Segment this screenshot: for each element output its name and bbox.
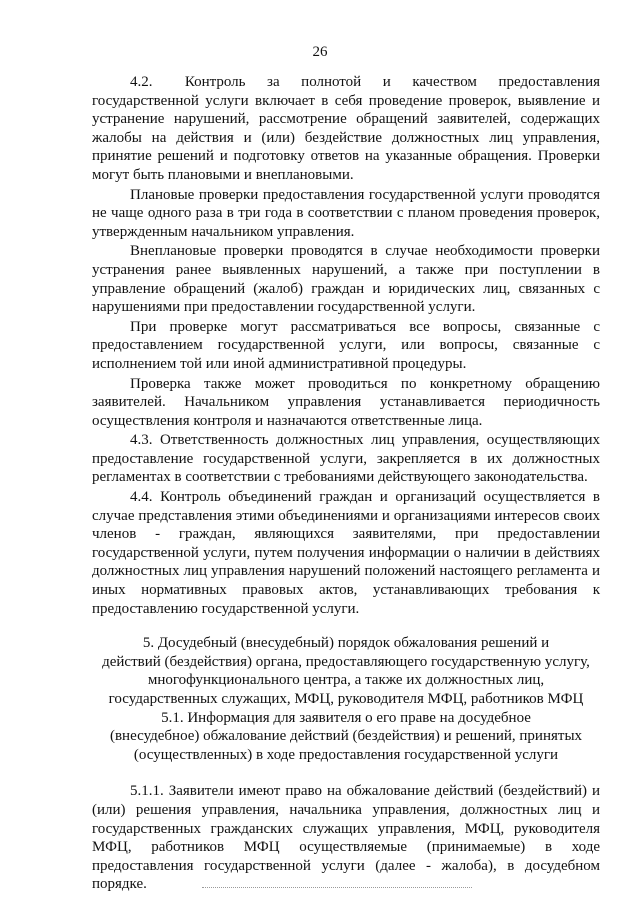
- spacer: [92, 764, 600, 782]
- document-body: [92, 73, 600, 894]
- paragraph-4-3: 4.3. Ответственность должностных лиц управления, осуществляющих предоставление государственной услуги, закрепляется в их должностных регламентах в соответствии с требованиями действующего законодательства.: [92, 432, 600, 486]
- page-number: 26: [312, 44, 328, 60]
- section-5-heading-line: государственных служащих, МФЦ, руководителя МФЦ, работников МФЦ: [108, 691, 584, 707]
- section-5-heading: [92, 634, 600, 708]
- section-5-1-heading-line: (осуществленных) в ходе предоставления государственной услуги: [133, 746, 559, 763]
- paragraph-check-by-request: Проверка также может проводиться по конкретному обращению заявителей. Начальником управления устанавливается периодичность осуществления контроля и назначаются ответственные лица.: [92, 375, 600, 429]
- paragraph-5-1-1: 5.1.1. Заявители имеют право на обжалование действий (бездействий) и (или) решения управления, начальника управления, должностных лиц и государственных гражданских служащих управления, МФЦ, руководителя МФЦ, работников МФЦ осуществляемые (принимаемые) в ходе предоставления государственной услуги (далее - жалоба), в досудебном порядке.: [92, 783, 600, 893]
- footer-divider: [202, 887, 472, 888]
- paragraph-4-2: 4.2. Контроль за полнотой и качеством предоставления государственной услуги включает в себя проведение проверок, выявление и устранение нарушений, рассмотрение обращений заявителей, содержащих жалобы на действия и (или) бездействие должностных лиц управления, принятие решений и подготовку ответов на указанные обращения. Проверки могут быть плановыми и внеплановыми.: [92, 74, 600, 183]
- section-5-1-heading: [92, 709, 600, 765]
- paragraph-check-questions: При проверке могут рассматриваться все вопросы, связанные с предоставлением государственной услуги, или вопросы, связанные с исполнением той или иной административной процедуры.: [92, 318, 600, 372]
- section-5-heading-line: 5. Досудебный (внесудебный) порядок обжалования решений и: [142, 635, 550, 652]
- paragraph-unplanned-checks: Внеплановые проверки проводятся в случае необходимости проверки устранения ранее выявленных нарушений, а также при поступлении в управление обращений (жалоб) граждан и юридических лиц, связанных с нарушениями при предоставлении государственной услуги.: [92, 243, 600, 316]
- paragraph-4-4: 4.4. Контроль объединений граждан и организаций осуществляется в случае представления этими объединениями и организациями интересов своих членов - граждан, являющихся заявителями, при предоставлении государственной услуги, путем получения информации о наличии в действиях должностных лиц управления нарушений положений настоящего регламента и иных нормативных правовых актов, устанавливающих требования к предоставлению государственной услуги.: [92, 489, 600, 617]
- section-5-1-heading-line: (внесудебное) обжалование действий (бездействия) и решений, принятых: [109, 728, 583, 745]
- spacer: [92, 618, 600, 634]
- section-5-heading-line: действий (бездействия) органа, предоставляющего государственную услугу,: [102, 653, 590, 670]
- section-5-heading-line: многофункционального центра, а также их должностных лиц,: [147, 672, 545, 689]
- paragraph-planned-checks: Плановые проверки предоставления государственной услуги проводятся не чаще одного раза в три года в соответствии с планом проведения проверок, утвержденным начальником управления.: [92, 186, 600, 240]
- section-5-1-heading-line: 5.1. Информация для заявителя о его праве на досудебное: [161, 709, 531, 726]
